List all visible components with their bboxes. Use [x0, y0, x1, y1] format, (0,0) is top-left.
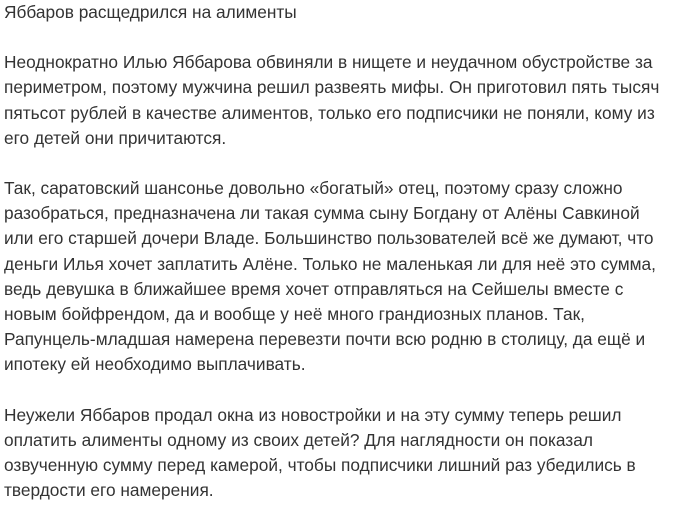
article-title: Яббаров расщедрился на алименты — [4, 2, 297, 22]
paragraph-line: периметром, поэтому мужчина решил развеять мифы. Он приготовил пять тысяч — [4, 77, 660, 98]
paragraph-gap — [4, 151, 696, 176]
paragraph-line: новым бойфрендом, да и вообще у неё много грандиозных планов. Так, — [4, 304, 585, 325]
paragraph-line: ипотеку ей необходимо выплачивать. — [4, 354, 306, 375]
paragraph-gap — [4, 378, 696, 403]
paragraph-line: деньги Илья хочет заплатить Алёне. Только не маленькая ли для неё это сумма, — [4, 253, 656, 274]
paragraph-line: его детей они причитаются. — [4, 127, 227, 148]
paragraph-line: разобраться, предназначена ли такая сумма сыну Богдану от Алёны Савкиной — [4, 203, 640, 224]
paragraph-line: озвученную сумму перед камерой, чтобы подписчики лишний раз убедились в — [4, 455, 636, 476]
paragraph-line: оплатить алименты одному из своих детей? Для наглядности он показал — [4, 429, 593, 450]
article — [4, 0, 696, 503]
paragraph-line: ведь девушка в ближайшее время хочет отправляться на Сейшелы вместе с — [4, 278, 624, 299]
paragraph-gap — [4, 25, 696, 50]
paragraph-line: твердости его намерения. — [4, 480, 214, 501]
paragraph-line: или его старшей дочери Владе. Большинство пользователей всё же думают, что — [4, 228, 654, 249]
paragraph-line: Неужели Яббаров продал окна из новостройки и на эту сумму теперь решил — [4, 404, 622, 425]
paragraph-line: Неоднократно Илью Яббарова обвиняли в нищете и неудачном обустройстве за — [4, 52, 653, 73]
paragraph-2 — [4, 176, 696, 378]
paragraph-3 — [4, 403, 696, 504]
paragraph-line: Так, саратовский шансонье довольно «богатый» отец, поэтому сразу сложно — [4, 178, 623, 199]
paragraph-line: Рапунцель-младшая намерена перевезти почти всю родню в столицу, да ещё и — [4, 329, 646, 350]
paragraph-1 — [4, 50, 696, 151]
paragraph-line: пятьсот рублей в качестве алиментов, только его подписчики не поняли, кому из — [4, 102, 655, 123]
